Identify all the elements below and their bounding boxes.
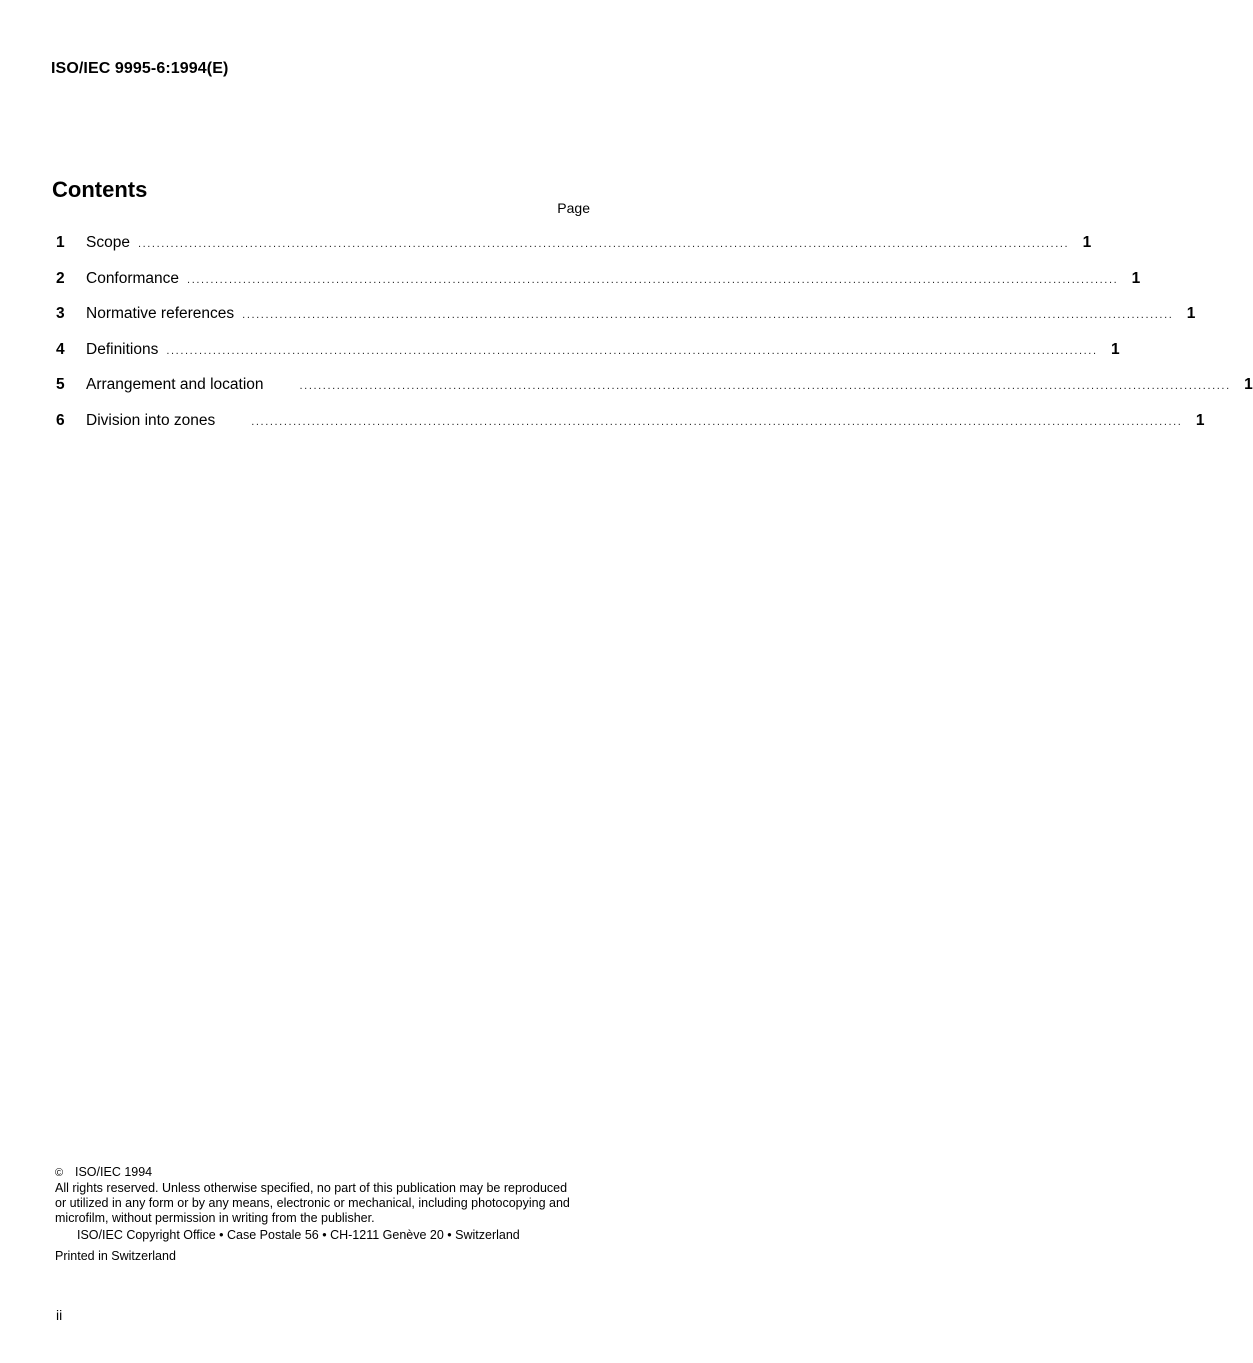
toc-entry-number: 1 <box>56 234 65 251</box>
document-identifier: ISO/IEC 9995-6:1994(E) <box>51 60 229 77</box>
copyright-office-address: ISO/IEC Copyright Office • Case Postale 56 • CH-1211 Genève 20 • Switzerland <box>77 1228 520 1242</box>
toc-dot-leader: ........................................................................................................................................................................................................ <box>242 309 1174 322</box>
toc-entry-page: 1 <box>1131 269 1141 287</box>
toc-entry-number: 6 <box>56 411 65 429</box>
toc-entry-title: Scope <box>86 234 130 251</box>
toc-entry[interactable] <box>56 340 1120 377</box>
toc-dot-leader: ........................................................................................................................................................................................................ <box>251 415 1183 428</box>
toc-entry-title: Definitions <box>86 340 159 358</box>
toc-entry-page: 1 <box>1082 234 1092 251</box>
toc-dot-leader: ........................................................................................................................................................................................................ <box>166 344 1098 357</box>
toc-entry[interactable] <box>56 305 1196 341</box>
page-number: ii <box>56 1307 63 1323</box>
toc-entry-title: Division into zones <box>86 411 216 429</box>
copyright-holder: ISO/IEC 1994 <box>75 1165 153 1179</box>
page-column-label: Page <box>557 200 590 216</box>
contents-heading: Contents <box>52 177 148 202</box>
toc-entry-number: 5 <box>56 376 65 394</box>
copyright-line <box>55 1165 615 1181</box>
toc-entry-title: Conformance <box>86 269 180 287</box>
toc-entry-number: 4 <box>56 340 65 358</box>
toc-entry-title: Arrangement and location <box>86 376 264 394</box>
table-of-contents <box>56 234 1253 448</box>
toc-entry-page: 1 <box>1195 411 1205 429</box>
rights-text-line-2: or utilized in any form or by any means, electronic or mechanical, including photocopying and <box>55 1196 570 1210</box>
copyright-symbol: © <box>55 1167 64 1179</box>
rights-text-line-1: All rights reserved. Unless otherwise specified, no part of this publication may be reproduced <box>55 1181 568 1195</box>
printed-in: Printed in Switzerland <box>55 1249 176 1263</box>
toc-entry[interactable] <box>56 411 1205 448</box>
toc-dot-leader: ........................................................................................................................................................................................................ <box>137 238 1070 250</box>
toc-entry-number: 3 <box>56 305 65 323</box>
toc-entry-number: 2 <box>56 269 65 287</box>
toc-entry-page: 1 <box>1110 340 1120 358</box>
toc-entry-title: Normative references <box>86 305 235 323</box>
toc-dot-leader: ........................................................................................................................................................................................................ <box>187 273 1119 286</box>
toc-entry-page: 1 <box>1244 376 1253 394</box>
copyright-notice <box>55 1165 615 1264</box>
toc-dot-leader: ........................................................................................................................................................................................................ <box>299 380 1231 393</box>
rights-text-line-3: microfilm, without permission in writing from the publisher. <box>55 1211 375 1225</box>
toc-entry-page: 1 <box>1186 305 1196 323</box>
toc-entry[interactable] <box>56 234 1092 270</box>
toc-entry[interactable] <box>56 376 1253 412</box>
toc-entry[interactable] <box>56 269 1141 306</box>
